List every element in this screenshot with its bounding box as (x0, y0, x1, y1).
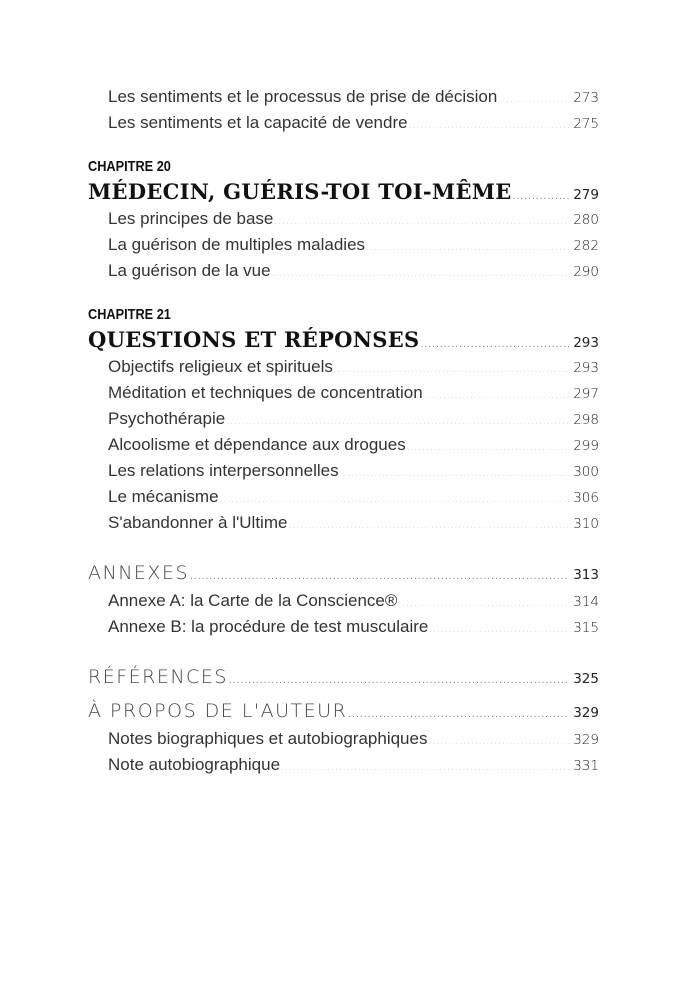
dot-leader (272, 261, 569, 284)
page-number: 280 (573, 212, 599, 228)
dot-leader (421, 331, 569, 354)
toc-heading[interactable] (88, 696, 599, 726)
dot-leader (281, 755, 569, 778)
toc-entry[interactable] (88, 588, 599, 614)
entry-title: CHAPITRE 20 (88, 158, 171, 175)
toc-entry[interactable] (88, 726, 599, 752)
page-number: 279 (573, 187, 599, 203)
page-number: 290 (573, 264, 599, 280)
page-number: 313 (573, 567, 599, 583)
page-number: 314 (573, 594, 599, 610)
page-number: 300 (573, 464, 599, 480)
page-number: 298 (573, 412, 599, 428)
page-number: 310 (573, 516, 599, 532)
page-number: 329 (573, 732, 599, 748)
entry-title: Méditation et techniques de concentration (108, 383, 423, 402)
dot-leader (398, 591, 569, 614)
entry-title: Objectifs religieux et spirituels (108, 357, 333, 376)
entry-title: Psychothérapie (108, 409, 226, 428)
toc-entry[interactable] (88, 380, 599, 406)
entry-title: Notes biographiques et autobiographiques (108, 729, 428, 748)
dot-leader (513, 183, 569, 206)
dot-leader (288, 513, 569, 536)
toc-entry[interactable] (88, 406, 599, 432)
dot-leader (407, 435, 569, 458)
page-number: 299 (573, 438, 599, 454)
toc-entry[interactable] (88, 510, 599, 536)
dot-leader (498, 87, 569, 110)
chapter-number (88, 304, 522, 326)
page-number: 293 (573, 360, 599, 376)
dot-leader (366, 235, 569, 258)
entry-title: La guérison de multiples maladies (108, 235, 366, 254)
chapter-number (88, 156, 522, 178)
toc-entry[interactable] (88, 206, 599, 232)
toc-entry[interactable] (88, 232, 599, 258)
entry-title: CHAPITRE 21 (88, 306, 171, 323)
page-number: 306 (573, 490, 599, 506)
entry-title: Annexe A: la Carte de la Conscience® (108, 591, 398, 610)
dot-leader (424, 383, 569, 406)
page-number: 315 (573, 620, 599, 636)
toc-entry[interactable] (88, 752, 599, 778)
dot-leader (340, 461, 569, 484)
dot-leader (220, 487, 569, 510)
toc-heading[interactable] (88, 178, 599, 206)
entry-title: Les principes de base (108, 209, 274, 228)
page-number: 273 (573, 90, 599, 106)
dot-leader (274, 209, 569, 232)
toc-entry[interactable] (88, 432, 599, 458)
dot-leader (226, 409, 569, 432)
entry-title: Note autobiographique (108, 755, 281, 774)
page-number: 275 (573, 116, 599, 132)
entry-title: Les relations interpersonnelles (108, 461, 339, 480)
dot-leader (348, 700, 569, 726)
toc-entry[interactable] (88, 110, 599, 136)
entry-title: Les sentiments et la capacité de vendre (108, 113, 408, 132)
entry-title: ANNEXES (88, 562, 190, 584)
toc-entry[interactable] (88, 614, 599, 640)
entry-title: Annexe B: la procédure de test musculaire (108, 617, 429, 636)
page-number: 325 (573, 671, 599, 687)
page-number: 331 (573, 758, 599, 774)
toc-entry[interactable] (88, 354, 599, 380)
dot-leader (190, 562, 569, 588)
page-number: 293 (573, 335, 599, 351)
dot-leader (428, 729, 569, 752)
dot-leader (409, 113, 569, 136)
page-number: 329 (573, 705, 599, 721)
entry-title: MÉDECIN, GUÉRIS-TOI TOI-MÊME (88, 179, 512, 204)
entry-title: Alcoolisme et dépendance aux drogues (108, 435, 406, 454)
toc-entry[interactable] (88, 258, 599, 284)
toc-entry[interactable] (88, 84, 599, 110)
toc-entry[interactable] (88, 458, 599, 484)
toc-heading[interactable] (88, 326, 599, 354)
toc-heading[interactable] (88, 662, 599, 692)
entry-title: Le mécanisme (108, 487, 219, 506)
toc-heading[interactable] (88, 558, 599, 588)
entry-title: S'abandonner à l'Ultime (108, 513, 288, 532)
dot-leader (429, 617, 569, 640)
dot-leader (334, 357, 569, 380)
toc-entry[interactable] (88, 484, 599, 510)
table-of-contents (88, 84, 599, 778)
entry-title: QUESTIONS ET RÉPONSES (88, 327, 420, 352)
entry-title: Les sentiments et le processus de prise de décision (108, 87, 498, 106)
entry-title: À PROPOS DE L'AUTEUR (88, 700, 348, 722)
page-number: 297 (573, 386, 599, 402)
dot-leader (229, 666, 569, 692)
entry-title: RÉFÉRENCES (88, 666, 228, 688)
entry-title: La guérison de la vue (108, 261, 271, 280)
page-number: 282 (573, 238, 599, 254)
